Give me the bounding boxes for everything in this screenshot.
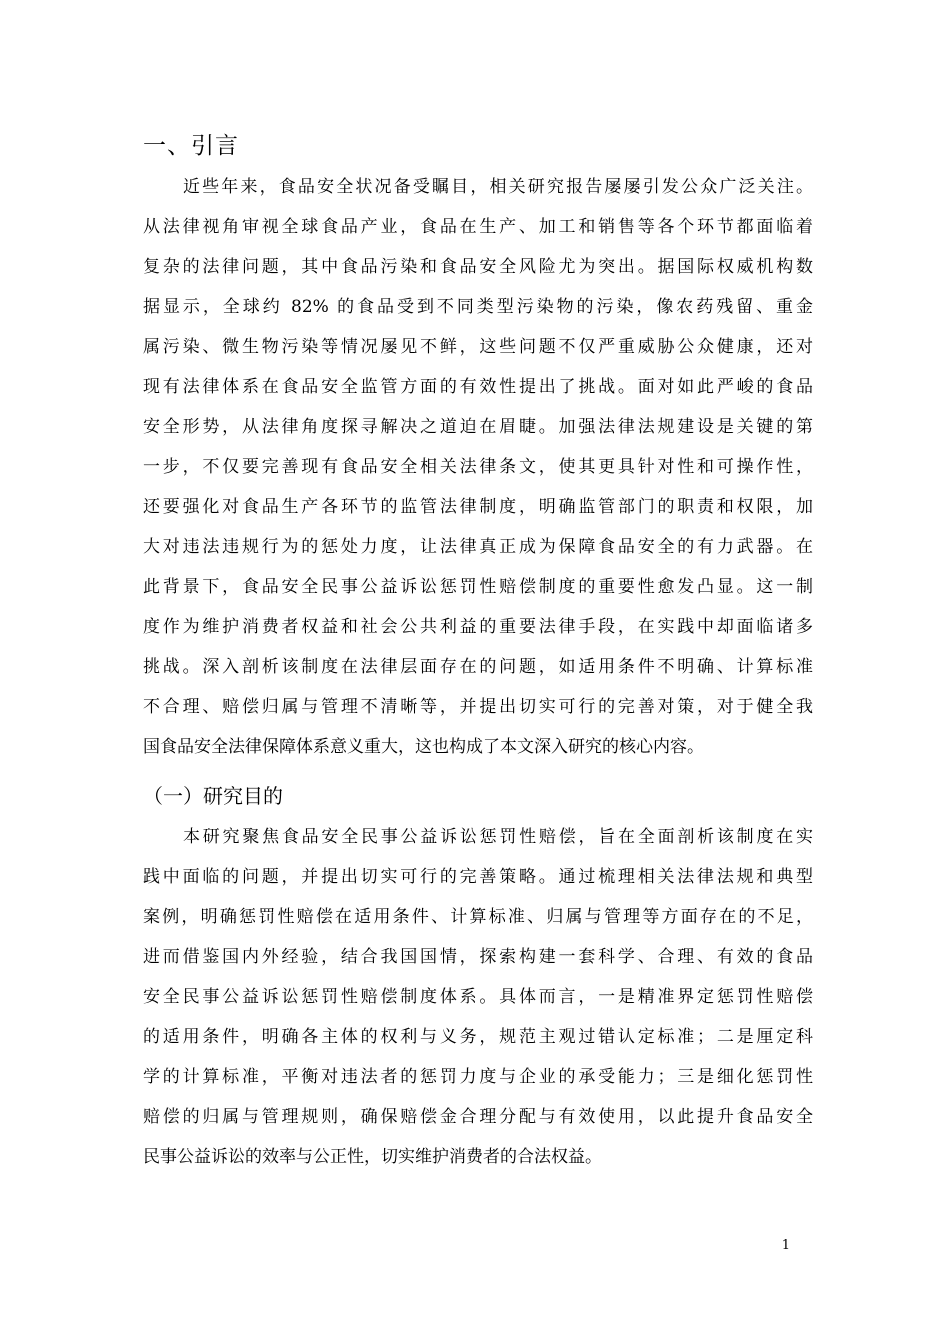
paragraph-line: 挑战。深入剖析该制度在法律层面存在的问题，如适用条件不明确、计算标准 <box>143 657 813 677</box>
intro-paragraph <box>143 167 813 767</box>
page-number: 1 <box>781 1238 790 1253</box>
paragraph-line: 践中面临的问题，并提出切实可行的完善策略。通过梳理相关法律法规和典型 <box>143 867 813 887</box>
paragraph-line: 的适用条件，明确各主体的权利与义务，规范主观过错认定标准；二是厘定科 <box>143 1027 813 1047</box>
paragraph-line: 据显示，全球约 82% 的食品受到不同类型污染物的污染，像农药残留、重金 <box>143 297 813 317</box>
paragraph-line: 本研究聚焦食品安全民事公益诉讼惩罚性赔偿，旨在全面剖析该制度在实 <box>183 827 813 847</box>
paragraph-line: 大对违法违规行为的惩处力度，让法律真正成为保障食品安全的有力武器。在 <box>143 537 813 557</box>
paragraph-line: 一步，不仅要完善现有食品安全相关法律条文，使其更具针对性和可操作性， <box>143 457 813 477</box>
paragraph-line: 度作为维护消费者权益和社会公共利益的重要法律手段，在实践中却面临诸多 <box>143 617 813 637</box>
paragraph-line: 民事公益诉讼的效率与公正性，切实维护消费者的合法权益。 <box>143 1147 602 1167</box>
paragraph-line: 学的计算标准，平衡对违法者的惩罚力度与企业的承受能力；三是细化惩罚性 <box>143 1067 813 1087</box>
paragraph-line: 安全形势，从法律角度探寻解决之道迫在眉睫。加强法律法规建设是关键的第 <box>143 417 813 437</box>
research-purpose-paragraph <box>143 817 813 1177</box>
paragraph-line: 案例，明确惩罚性赔偿在适用条件、计算标准、归属与管理等方面存在的不足， <box>143 907 813 927</box>
section-heading: 一、引言 <box>143 133 239 159</box>
paragraph-line: 赔偿的归属与管理规则，确保赔偿金合理分配与有效使用，以此提升食品安全 <box>143 1107 813 1127</box>
paragraph-line: 进而借鉴国内外经验，结合我国国情，探索构建一套科学、合理、有效的食品 <box>143 947 813 967</box>
paragraph-line: 不合理、赔偿归属与管理不清晰等，并提出切实可行的完善对策，对于健全我 <box>143 697 813 717</box>
paragraph-line: 国食品安全法律保障体系意义重大，这也构成了本文深入研究的核心内容。 <box>143 737 704 757</box>
paragraph-line: 此背景下，食品安全民事公益诉讼惩罚性赔偿制度的重要性愈发凸显。这一制 <box>143 577 813 597</box>
paragraph-line: 属污染、微生物污染等情况屡见不鲜，这些问题不仅严重威胁公众健康，还对 <box>143 337 813 357</box>
paragraph-line: 从法律视角审视全球食品产业，食品在生产、加工和销售等各个环节都面临着 <box>143 217 813 237</box>
paragraph-line: 还要强化对食品生产各环节的监管法律制度，明确监管部门的职责和权限，加 <box>143 497 813 517</box>
subsection-heading: （一）研究目的 <box>143 784 283 808</box>
paragraph-line: 近些年来，食品安全状况备受瞩目，相关研究报告屡屡引发公众广泛关注。 <box>183 177 813 197</box>
paragraph-line: 安全民事公益诉讼惩罚性赔偿制度体系。具体而言，一是精准界定惩罚性赔偿 <box>143 987 813 1007</box>
paragraph-line: 复杂的法律问题，其中食品污染和食品安全风险尤为突出。据国际权威机构数 <box>143 257 813 277</box>
paragraph-line: 现有法律体系在食品安全监管方面的有效性提出了挑战。面对如此严峻的食品 <box>143 377 813 397</box>
